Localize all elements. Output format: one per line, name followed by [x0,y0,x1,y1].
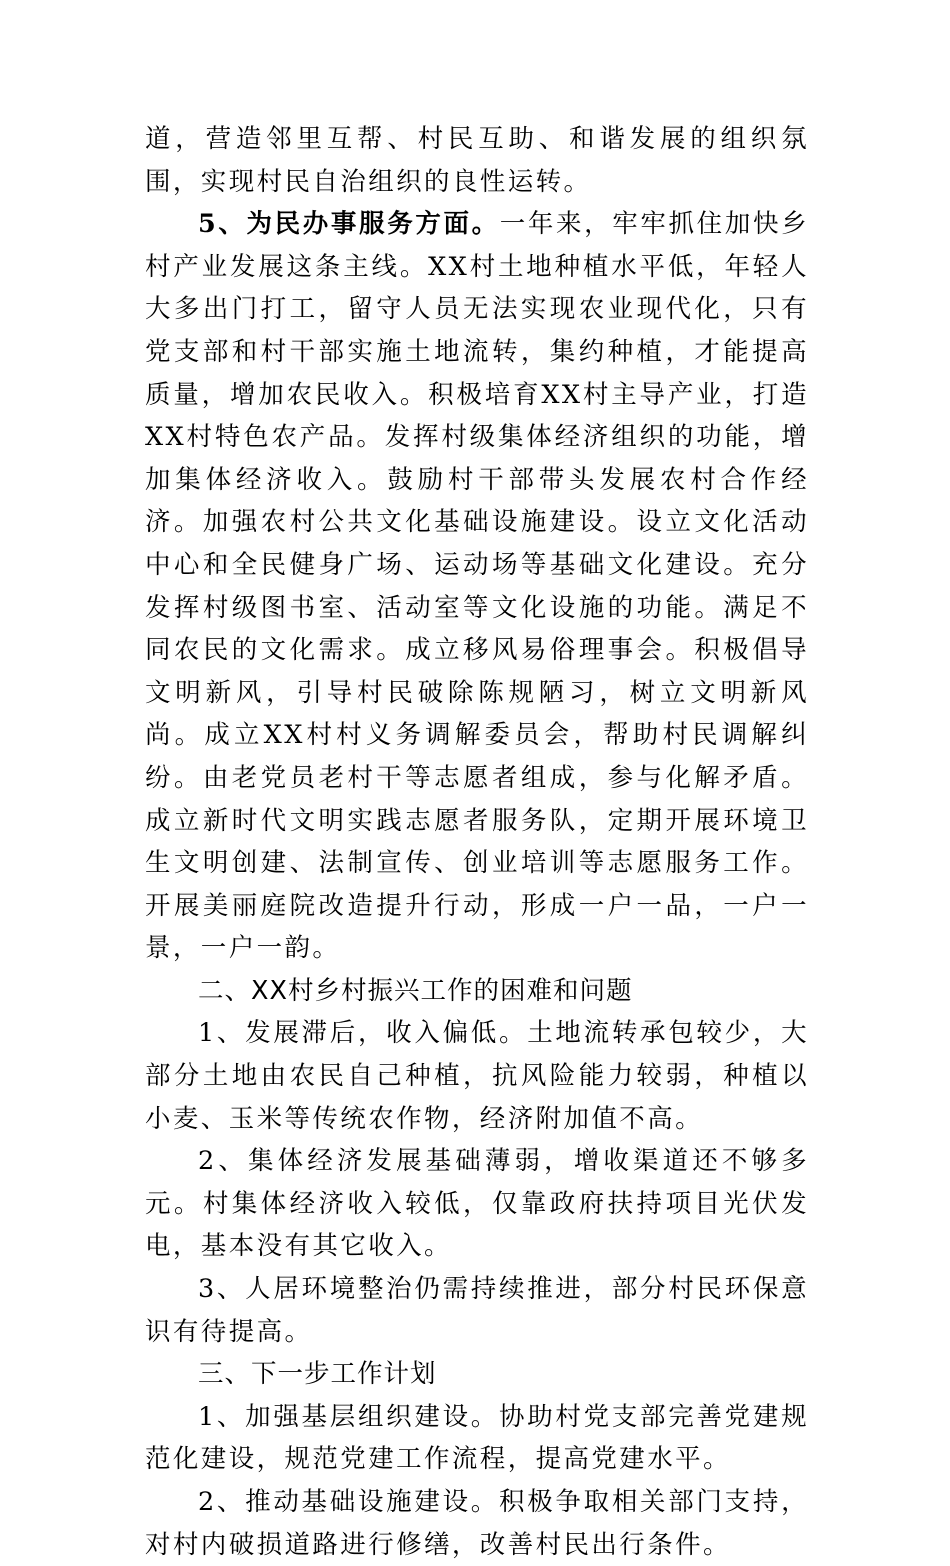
paragraph-plan-2: 2、推动基础设施建设。积极争取相关部门支持，对村内破损道路进行修缮，改善村民出行条件。 [145,1487,809,1560]
paragraph-service-title: 5、为民办事服务方面。 [198,209,500,240]
paragraph-plan-1: 1、加强基层组织建设。协助村党支部完善党建规范化建设，规范党建工作流程，提高党建水平。 [145,1401,809,1475]
paragraph-continuation: 道，营造邻里互帮、村民互助、和谐发展的组织氛围，实现村民自治组织的良性运转。 [145,124,809,197]
paragraph-service-body: 一年来，牢牢抓住加快乡村产业发展这条主线。XX村土地种植水平低，年轻人大多出门打工，留守人员无法实现农业现代化，只有党支部和村干部实施土地流转，集约种植，才能提高质量，增加农民收入。积极培育XX村主导产业，打造XX村特色农产品。发挥村级集体经济组织的功能，增加集体经济收入。鼓励村干部带头发展农村合作经济。加强农村公共文化基础设施建设。设立文化活动中心和全民健身广场、运动场等基础文化建设。充分发挥村级图书室、活动室等文化设施的功能。满足不同农民的文化需求。成立移风易俗理事会。积极倡导文明新风，引导村民破除陈规陋习，树立文明新风尚。成立XX村村义务调解委员会，帮助村民调解纠纷。由老党员老村干等志愿者组成，参与化解矛盾。成立新时代文明实践志愿者服务队，定期开展环境卫生文明创建、法制宣传、创业培训等志愿服务工作。开展美丽庭院改造提升行动，形成一户一品，一户一景，一户一韵。 [145,209,809,964]
paragraph-service [145,203,809,970]
paragraph-problem-1: 1、发展滞后，收入偏低。土地流转承包较少，大部分土地由农民自己种植，抗风险能力较弱，种植以小麦、玉米等传统农作物，经济附加值不高。 [145,1018,809,1134]
section-heading-problems: 二、XX村乡村振兴工作的困难和问题 [198,975,633,1006]
paragraph-problem-3: 3、人居环境整治仍需持续推进，部分村民环保意识有待提高。 [145,1274,809,1347]
section-heading-plan: 三、下一步工作计划 [198,1359,437,1390]
document-body [145,118,809,1566]
paragraph-problem-2: 2、集体经济发展基础薄弱，增收渠道还不够多元。村集体经济收入较低，仅靠政府扶持项目光伏发电，基本没有其它收入。 [145,1146,809,1262]
